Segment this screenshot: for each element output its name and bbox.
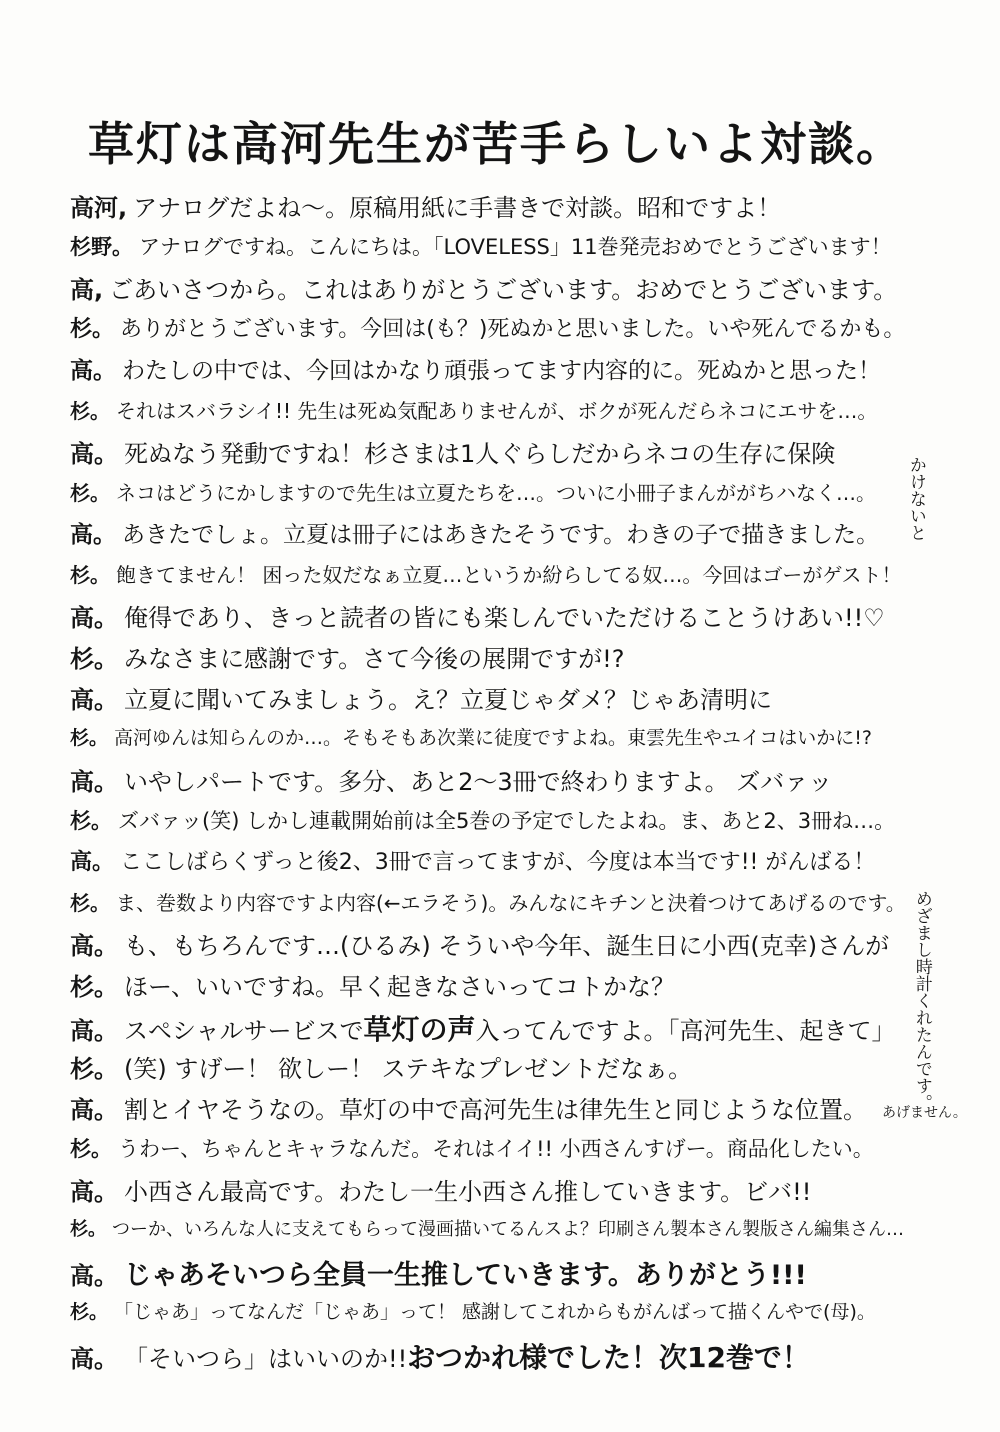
dialogue-text: 高河ゆんは知らんのか…。そもそもあ次業に徒度ですよね。東雲先生やユイコはいかに!? <box>114 727 872 749</box>
page-title: 草灯は高河先生が苦手らしいよ対談。 <box>88 117 904 171</box>
side-note-1: かけないと <box>905 456 926 541</box>
emphasis-text: おつかれ様でした！次12巻で！ <box>407 1341 810 1374</box>
dialogue-line <box>70 1057 910 1081</box>
speaker-label: 杉。 <box>70 809 112 833</box>
dialogue-line <box>70 1221 910 1239</box>
emphasis-text: 草灯の声 <box>363 1013 476 1046</box>
dialogue-text: ここしばらくずっと後2、3冊で言ってますが、今度は本当です!! がんばる！ <box>120 850 876 875</box>
speaker-label: 杉。 <box>70 973 118 1001</box>
dialogue-line <box>70 319 910 341</box>
speaker-label: 杉。 <box>70 481 110 505</box>
speaker-label: 高。 <box>70 932 118 960</box>
speaker-label: 高河, <box>70 194 128 222</box>
speaker-label: 杉野。 <box>70 235 133 259</box>
dialogue-line <box>70 852 910 874</box>
dialogue-line <box>70 1180 910 1204</box>
speaker-label: 杉。 <box>70 399 110 423</box>
dialogue-line <box>70 893 910 913</box>
dialogue-text: アナログだよね〜。原稿用紙に手書きで対談。昭和ですよ！ <box>133 194 782 222</box>
speaker-label: 杉。 <box>70 1219 106 1240</box>
dialogue-line <box>70 975 910 999</box>
dialogue-text: ありがとうございます。今回は(も？)死ぬかと思いました。いや死んでるかも。 <box>120 317 906 342</box>
dialogue-line <box>70 401 910 421</box>
dialogue-text: わたしの中では、今回はかなり頑張ってます内容的に。死ぬかと思った！ <box>122 358 881 384</box>
dialogue-line <box>70 237 910 258</box>
speaker-label: 杉。 <box>70 1301 109 1323</box>
dialogue-text: それはスバラシイ!! 先生は死ぬ気配ありませんが、ボクが死んだらネコにエサを…。 <box>116 399 878 423</box>
dialogue-text: うわー、ちゃんとキャラなんだ。それはイイ!! 小西さんすげー。商品化したい。 <box>118 1137 874 1161</box>
dialogue-text: ま、巻数より内容ですよ内容(←エラそう)。みんなにキチンと決着つけてあげるのです。 <box>116 891 906 915</box>
dialogue-line <box>70 770 910 794</box>
dialogue-line <box>70 1341 910 1374</box>
speaker-label: 杉。 <box>70 1055 118 1083</box>
side-note-3: あげません。 <box>882 1105 967 1121</box>
dialogue-line <box>70 1013 910 1046</box>
dialogue-text: あきたでしょ。立夏は冊子にはあきたそうです。わきの子で描きました。 <box>122 522 880 548</box>
speaker-label: 高。 <box>70 1178 118 1206</box>
dialogue-text: 死ぬなう発動ですね！杉さまは1人ぐらしだからネコの生存に保険 <box>124 440 836 468</box>
dialogue-text: つーか、いろんな人に支えてもらって漫画描いてるんスよ？印刷さん製本さん製版さん編集さん… <box>112 1219 904 1240</box>
dialogue-text: みなさまに感謝です。さて今後の展開ですが!? <box>124 645 625 673</box>
speaker-label: 杉。 <box>70 1137 112 1161</box>
dialogue-text: じゃあそいつら全員一生推していきます。ありがとう!!! <box>124 1260 807 1291</box>
dialogue-line <box>70 442 910 466</box>
speaker-label: 高, <box>70 276 104 304</box>
speaker-label: 高。 <box>70 1096 118 1124</box>
speaker-label: 杉。 <box>70 891 110 915</box>
speaker-label: 高。 <box>70 440 118 468</box>
dialogue-text: ネコはどうにかしますので先生は立夏たちを…。ついに小冊子まんががちハなく…。 <box>116 481 876 505</box>
dialogue-text: ごあいさつから。これはありがとうございます。おめでとうございます。 <box>109 276 898 304</box>
speaker-label: 高。 <box>70 522 116 548</box>
dialogue-line <box>70 688 910 712</box>
dialogue-text: 俺得であり、きっと読者の皆にも楽しんでいただけることうけあい!!♡ <box>124 604 885 632</box>
dialogue-line <box>70 278 910 302</box>
dialogue-text: (笑) すげー！ 欲しー！ ステキなプレゼントだなぁ。 <box>124 1055 693 1083</box>
dialogue-text: いやしパートです。多分、あと2〜3冊で終わりますよ。 ズバァッ <box>124 768 833 796</box>
speaker-label: 高。 <box>70 768 118 796</box>
dialogue-text: 「そいつら」はいいのか!! <box>124 1345 408 1373</box>
speaker-label: 高。 <box>70 1017 118 1045</box>
side-note-2: めざまし時計くれたんです。 <box>911 890 932 1111</box>
dialogue-text: 「じゃあ」ってなんだ「じゃあ」って！ 感謝してこれからもがんばって描くんやで(母)。 <box>114 1301 876 1323</box>
speaker-label: 高。 <box>70 604 118 632</box>
dialogue-text: 飽きてません！ 困った奴だなぁ立夏…というか紛らしてる奴…。今回はゴーがゲスト！ <box>116 563 902 587</box>
dialogue-line <box>70 1262 910 1289</box>
dialogue-text: 入ってんですよ。「高河先生、起きて」 <box>475 1017 896 1045</box>
dialogue-text: アナログですね。こんにちは。「LOVELESS」11巻発売おめでとうございます！ <box>139 235 892 259</box>
dialogue-text: 小西さん最高です。わたし一生小西さん推していきます。ビバ!! <box>124 1178 812 1206</box>
dialogue-text: 立夏に聞いてみましょう。え？立夏じゃダメ？じゃあ清明に <box>124 686 772 714</box>
speaker-label: 高。 <box>70 358 116 384</box>
speaker-label: 杉。 <box>70 563 110 587</box>
dialogue-line <box>70 1139 910 1160</box>
speaker-label: 杉。 <box>70 317 115 342</box>
dialogue-line <box>70 196 910 220</box>
speaker-label: 高。 <box>70 1262 118 1290</box>
speaker-label: 高。 <box>70 686 118 714</box>
dialogue-line <box>70 524 910 547</box>
speaker-label: 高。 <box>70 1345 118 1373</box>
dialogue-line <box>70 729 910 748</box>
speaker-label: 杉。 <box>70 645 118 673</box>
dialogue-text: ズバァッ(笑) しかし連載開始前は全5巻の予定でしたよね。ま、あと2、3冊ね…。 <box>118 809 896 833</box>
dialogue-text: スペシャルサービスで <box>124 1017 364 1045</box>
dialogue-line <box>70 647 910 671</box>
dialogue-line <box>70 1098 910 1122</box>
speaker-label: 高。 <box>70 850 115 875</box>
dialogue-text: 割とイヤそうなの。草灯の中で高河先生は律先生と同じような位置。 <box>124 1096 868 1124</box>
dialogue-text: ほー、いいですね。早く起きなさいってコトかな？ <box>124 973 676 1001</box>
speaker-label: 杉。 <box>70 727 109 749</box>
dialogue-line <box>70 811 910 832</box>
dialogue-line <box>70 606 910 630</box>
dialogue-line <box>70 483 910 503</box>
dialogue-line <box>70 360 910 383</box>
dialogue-line <box>70 934 910 958</box>
dialogue-line <box>70 565 910 585</box>
dialogue-text: も、もちろんです…(ひるみ) そういや今年、誕生日に小西(克幸)さんが <box>124 932 890 960</box>
dialogue-line <box>70 1303 910 1322</box>
